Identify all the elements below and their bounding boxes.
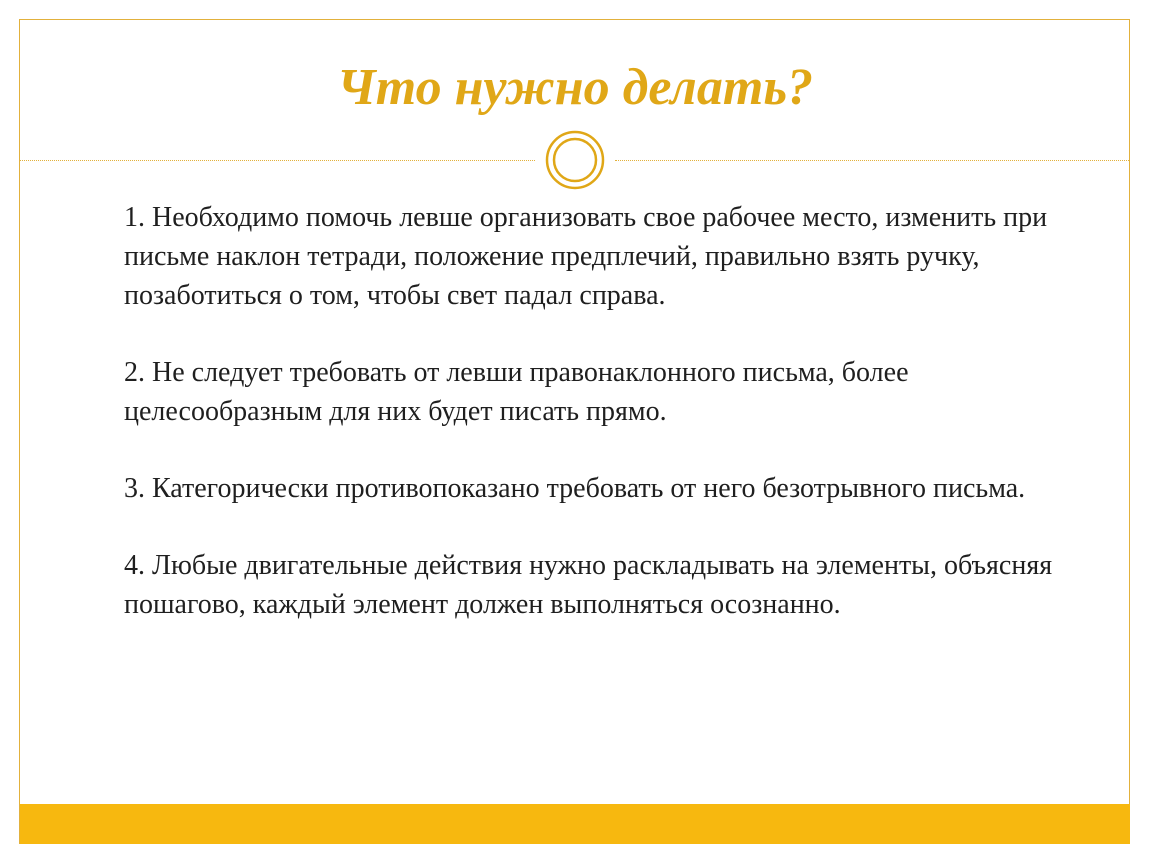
list-item: 3. Категорически противопоказано требовать от него безотрывного письма. [124,473,1026,504]
divider-right [615,160,1129,161]
divider-left [20,160,535,161]
slide-title: Что нужно делать? [336,59,814,116]
list-item: 4. Любые двигательные действия нужно раскладывать на элементы, объясняя пошагово, каждый элемент должен выполняться осознанно. [124,550,1053,620]
double-ring-icon [545,130,605,190]
bottom-accent-bar [20,804,1130,844]
list-item: 2. Не следует требовать от левши правонаклонного письма, более целесообразным для них будет писать прямо. [124,357,909,427]
slide-body [124,198,1084,662]
list-item: 1. Необходимо помочь левше организовать свое рабочее место, изменить при письме наклон тетради, положение предплечий, правильно взять ручку, позаботиться о том, чтобы свет падал справа. [124,202,1048,311]
